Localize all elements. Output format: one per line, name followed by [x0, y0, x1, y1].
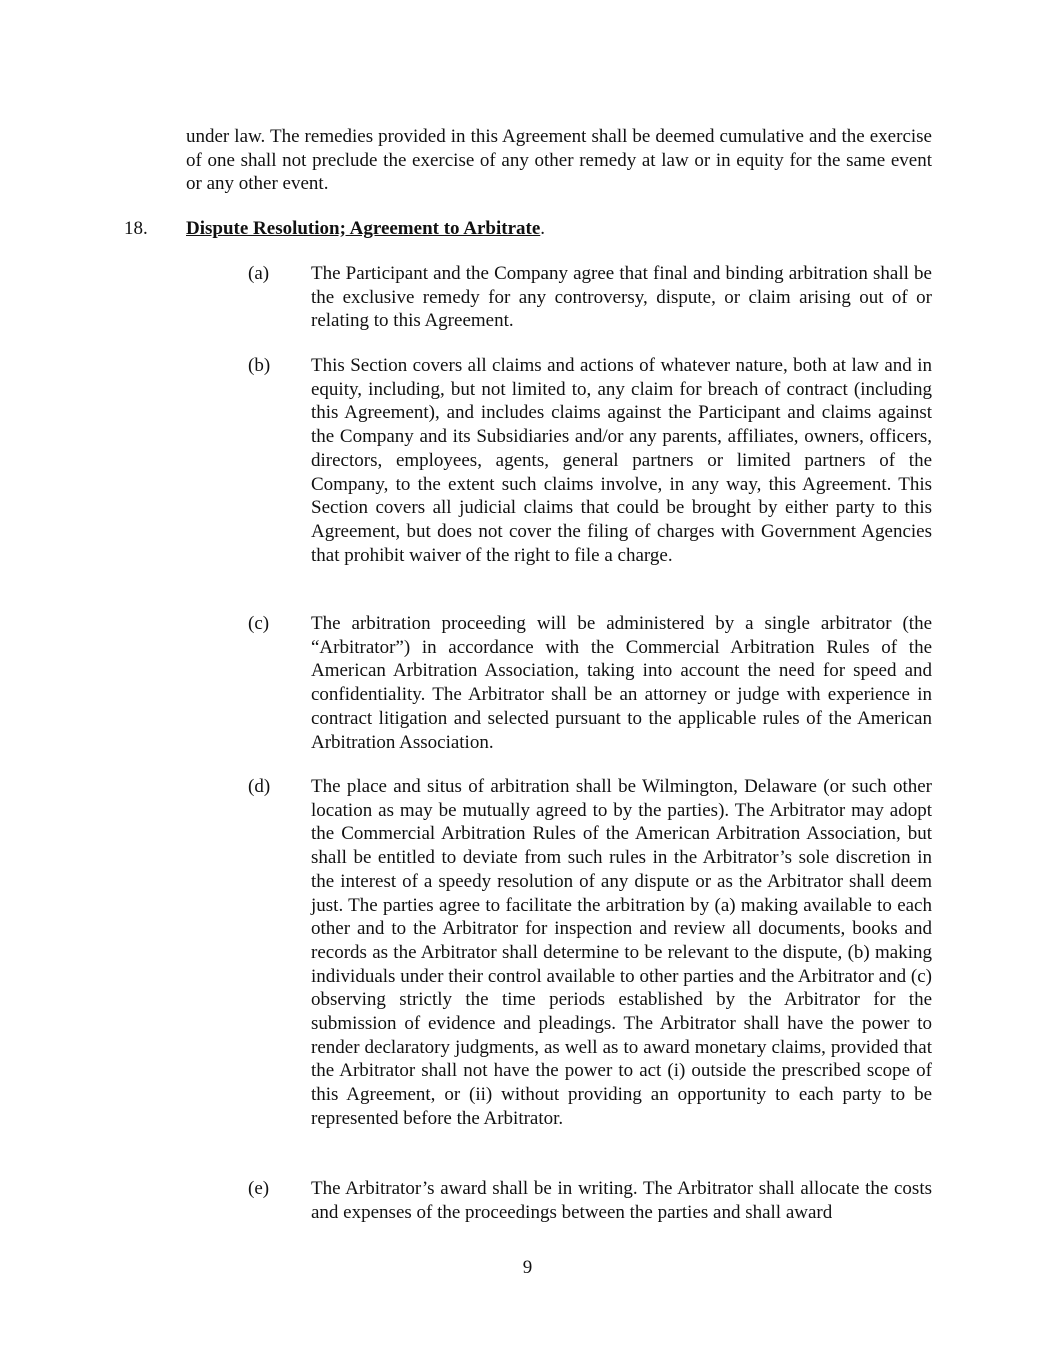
- item-label: (e): [248, 1178, 270, 1199]
- item-label: (d): [248, 776, 271, 797]
- intro-paragraph: under law. The remedies provided in this Agreement shall be deemed cumulative and the exercise of one shall not preclude the exercise of any other remedy at law or in equity for the same event or any other event.: [186, 126, 932, 195]
- section-number: 18.: [124, 218, 148, 239]
- item-text: The Arbitrator’s award shall be in writing. The Arbitrator shall allocate the costs and expenses of the proceedings between the parties and shall award: [311, 1178, 932, 1223]
- section-title: Dispute Resolution; Agreement to Arbitrate: [186, 218, 541, 239]
- section-title-wrapper: [186, 217, 545, 241]
- section-title-suffix: .: [540, 218, 546, 239]
- item-text: The Participant and the Company agree that final and binding arbitration shall be the exclusive remedy for any controversy, dispute, or claim arising out of or relating to this Agreement.: [311, 263, 932, 332]
- item-text: This Section covers all claims and actions of whatever nature, both at law and in equity, including, but not limited to, any claim for breach of contract (including this Agreement), and includes claims against the Participant and claims against the Company and its Subsidiaries and/or any parents, affiliates, owners, officers, directors, employees, agents, general partners or limited partners of the Company, to the extent such claims involve, in any way, this Agreement. This Section covers all judicial claims that could be brought by either party to this Agreement, but does not cover the filing of charges with Government Agencies that prohibit waiver of the right to file a charge.: [311, 355, 932, 566]
- item-text: The place and situs of arbitration shall be Wilmington, Delaware (or such other location as may be mutually agreed to by the parties). The Arbitrator may adopt the Commercial Arbitration Rules of the American Arbitration Association, but shall be entitled to deviate from such rules in the Arbitrator’s sole discretion in the interest of a speedy resolution of any dispute or as the Arbitrator shall deem just. The parties agree to facilitate the arbitration by (a) making available to each other and to the Arbitrator for inspection and review all documents, books and records as the Arbitrator shall determine to be relevant to the dispute, (b) making individuals under their control available to other parties and the Arbitrator and (c) observing strictly the time periods established by the Arbitrator for the submission of evidence and pleadings. The Arbitrator shall have the power to render declaratory judgments, as well as to award monetary claims, provided that the Arbitrator shall not have the power to act (i) outside the prescribed scope of this Agreement, or (ii) without providing an opportunity to each party to be represented before the Arbitrator.: [311, 776, 932, 1129]
- item-label: (c): [248, 613, 270, 634]
- item-label: (b): [248, 355, 271, 376]
- item-text: The arbitration proceeding will be administered by a single arbitrator (the “Arbitrator”) in accordance with the Commercial Arbitration Rules of the American Arbitration Association, taking into account the need for speed and confidentiality. The Arbitrator shall be an attorney or judge with experience in contract litigation and selected pursuant to the applicable rules of the American Arbitration Association.: [311, 613, 932, 753]
- page-number: 9: [522, 1257, 533, 1278]
- item-label: (a): [248, 263, 270, 284]
